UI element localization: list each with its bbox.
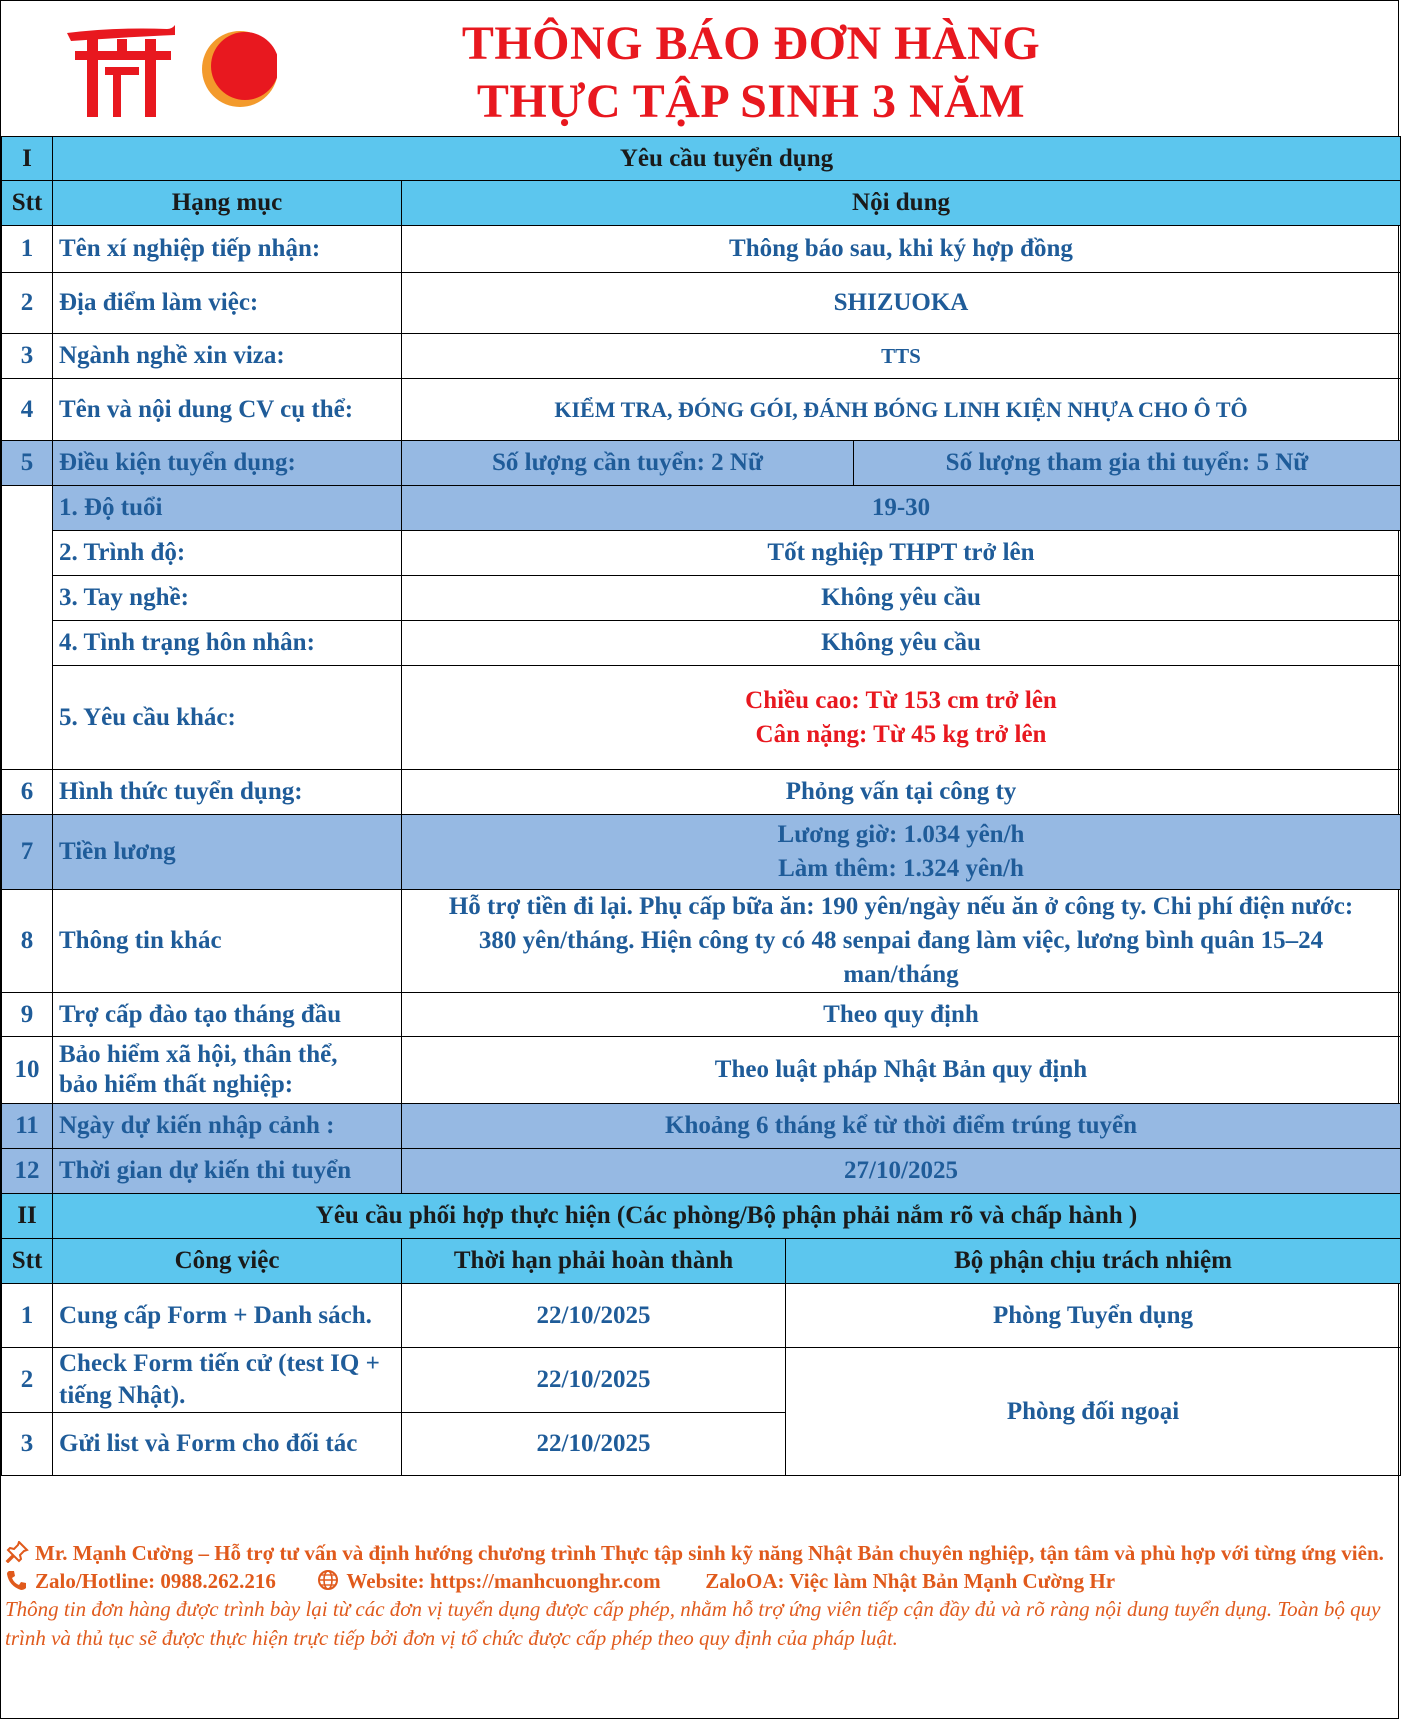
task-name: Check Form tiến cử (test IQ + tiếng Nhật). — [53, 1348, 402, 1413]
salary-value — [402, 815, 1401, 890]
task-stt: 3 — [2, 1413, 53, 1476]
table-row — [2, 379, 1401, 441]
row-value: TTS — [402, 334, 1401, 379]
row-label: Tên xí nghiệp tiếp nhận: — [53, 226, 402, 273]
zalo-oa[interactable]: ZaloOA: Việc làm Nhật Bản Mạnh Cường Hr — [705, 1569, 1116, 1593]
title-line-1: THÔNG BÁO ĐƠN HÀNG — [461, 17, 1041, 70]
weight-requirement: Cân nặng: Từ 45 kg trở lên — [755, 720, 1047, 748]
phone-icon — [5, 1569, 29, 1591]
order-table — [1, 136, 1401, 1476]
condition-item — [2, 576, 1401, 621]
condition-value: Không yêu cầu — [402, 621, 1401, 666]
condition-value: Tốt nghiệp THPT trở lên — [402, 531, 1401, 576]
task-row — [2, 1348, 1401, 1413]
pushpin-icon — [5, 1541, 29, 1563]
salary-row — [2, 815, 1401, 890]
table-row — [2, 1037, 1401, 1104]
torii-sun-logo-icon — [67, 23, 277, 118]
label-line: Bảo hiểm xã hội, thân thể, — [59, 1041, 338, 1068]
condition-value: Không yêu cầu — [402, 576, 1401, 621]
table-row — [2, 1104, 1401, 1149]
row-label: Địa điểm làm việc: — [53, 273, 402, 334]
table-row — [2, 890, 1401, 993]
task-stt: 1 — [2, 1284, 53, 1348]
task-stt: 2 — [2, 1348, 53, 1413]
col-item: Hạng mục — [53, 181, 402, 226]
row-stt: 6 — [2, 770, 53, 815]
row-stt: 11 — [2, 1104, 53, 1149]
row-label: Thời gian dự kiến thi tuyển — [53, 1149, 402, 1194]
footer-disclaimer: Thông tin đơn hàng được trình bày lại từ các đơn vị tuyển dụng được cấp phép, nhằm hỗ trợ ứng viên tiếp cận đầy đủ và rõ ràng nội dung tuyển dụng. Toàn bộ quy trình và thủ tục sẽ được thực hiện trực tiếp bởi đơn vị tổ chức được cấp phép theo quy định của pháp luật. — [5, 1597, 1381, 1650]
condition-label: 3. Tay nghề: — [53, 576, 402, 621]
department-foreign-affairs: Phòng đối ngoại — [786, 1348, 1401, 1476]
label-line: bảo hiểm thất nghiệp: — [59, 1071, 294, 1098]
row-label: Tên và nội dung CV cụ thể: — [53, 379, 402, 441]
title-line-2: THỰC TẬP SINH 3 NĂM — [476, 75, 1026, 128]
section-2-number: II — [2, 1194, 53, 1239]
row-value: 27/10/2025 — [402, 1149, 1401, 1194]
hotline[interactable]: Zalo/Hotline: 0988.262.216 — [35, 1569, 276, 1593]
condition-label: 5. Yêu cầu khác: — [53, 666, 402, 770]
condition-label: 4. Tình trạng hôn nhân: — [53, 621, 402, 666]
section-2-title: Yêu cầu phối hợp thực hiện (Các phòng/Bộ phận phải nắm rõ và chấp hành ) — [53, 1194, 1401, 1239]
condition-item — [2, 531, 1401, 576]
department-recruitment: Phòng Tuyển dụng — [786, 1284, 1401, 1348]
table-row — [2, 226, 1401, 273]
other-requirements — [402, 666, 1401, 770]
condition-value: 19-30 — [402, 486, 1401, 531]
row-value: Theo luật pháp Nhật Bản quy định — [402, 1037, 1401, 1104]
col-department: Bộ phận chịu trách nhiệm — [786, 1239, 1401, 1284]
section-2-column-headers — [2, 1239, 1401, 1284]
overtime-wage: Làm thêm: 1.324 yên/h — [778, 855, 1024, 882]
row-stt: 2 — [2, 273, 53, 334]
condition-item — [2, 621, 1401, 666]
globe-icon — [316, 1569, 340, 1591]
row-value: SHIZUOKA — [402, 273, 1401, 334]
footer — [5, 1539, 1395, 1653]
row-stt: 1 — [2, 226, 53, 273]
row-stt: 10 — [2, 1037, 53, 1104]
row-stt: 4 — [2, 379, 53, 441]
task-deadline: 22/10/2025 — [402, 1413, 786, 1476]
col-task: Công việc — [53, 1239, 402, 1284]
condition-item — [2, 486, 1401, 531]
row-value: Khoảng 6 tháng kể từ thời điểm trúng tuyển — [402, 1104, 1401, 1149]
task-row — [2, 1284, 1401, 1348]
col-stt: Stt — [2, 181, 53, 226]
table-row — [2, 993, 1401, 1037]
row-value: Theo quy định — [402, 993, 1401, 1037]
row-value: Hỗ trợ tiền đi lại. Phụ cấp bữa ăn: 190 yên/ngày nếu ăn ở công ty. Chi phí điện nước: 380 yên/tháng. Hiện công ty có 48 senpai đang làm việc, lương bình quân 15–24 man/tháng — [402, 890, 1401, 993]
row-label: Điều kiện tuyển dụng: — [53, 441, 402, 486]
row-label: Hình thức tuyển dụng: — [53, 770, 402, 815]
website-link[interactable]: Website: https://manhcuonghr.com — [346, 1569, 661, 1593]
row-stt: 3 — [2, 334, 53, 379]
row-stt: 12 — [2, 1149, 53, 1194]
height-requirement: Chiều cao: Từ 153 cm trở lên — [745, 686, 1057, 714]
table-row — [2, 334, 1401, 379]
section-1-column-headers — [2, 181, 1401, 226]
section-1-title: Yêu cầu tuyển dụng — [53, 137, 1401, 181]
needed-count: Số lượng cần tuyển: 2 Nữ — [402, 441, 854, 486]
row-label — [53, 1037, 402, 1104]
header — [1, 1, 1400, 136]
page-title — [331, 15, 1171, 131]
col-deadline: Thời hạn phải hoàn thành — [402, 1239, 786, 1284]
task-deadline: 22/10/2025 — [402, 1348, 786, 1413]
col-content: Nội dung — [402, 181, 1401, 226]
row-value: Phỏng vấn tại công ty — [402, 770, 1401, 815]
row-stt: 9 — [2, 993, 53, 1037]
condition-label: 2. Trình độ: — [53, 531, 402, 576]
task-name: Cung cấp Form + Danh sách. — [53, 1284, 402, 1348]
condition-label: 1. Độ tuổi — [53, 486, 402, 531]
row-label: Thông tin khác — [53, 890, 402, 993]
condition-spacer — [2, 486, 53, 770]
footer-intro-text: Mr. Mạnh Cường – Hỗ trợ tư vấn và định hướng chương trình Thực tập sinh kỹ năng Nhật Bản chuyên nghiệp, tận tâm và phù hợp với từng ứng viên. — [35, 1541, 1384, 1565]
row-value: KIỂM TRA, ĐÓNG GÓI, ĐÁNH BÓNG LINH KIỆN NHỰA CHO Ô TÔ — [402, 379, 1401, 441]
hourly-wage: Lương giờ: 1.034 yên/h — [777, 821, 1025, 848]
footer-contacts — [5, 1567, 1395, 1595]
section-2-header — [2, 1194, 1401, 1239]
row-stt: 7 — [2, 815, 53, 890]
row-stt: 8 — [2, 890, 53, 993]
table-row — [2, 273, 1401, 334]
section-1-number: I — [2, 137, 53, 181]
table-row — [2, 770, 1401, 815]
row-label: Trợ cấp đào tạo tháng đầu — [53, 993, 402, 1037]
row-label: Ngành nghề xin viza: — [53, 334, 402, 379]
row-value: Thông báo sau, khi ký hợp đồng — [402, 226, 1401, 273]
row-stt: 5 — [2, 441, 53, 486]
task-deadline: 22/10/2025 — [402, 1284, 786, 1348]
conditions-row — [2, 441, 1401, 486]
row-label: Ngày dự kiến nhập cảnh : — [53, 1104, 402, 1149]
participant-count: Số lượng tham gia thi tuyển: 5 Nữ — [854, 441, 1401, 486]
task-name: Gửi list và Form cho đối tác — [53, 1413, 402, 1476]
table-row — [2, 1149, 1401, 1194]
col-stt: Stt — [2, 1239, 53, 1284]
condition-item — [2, 666, 1401, 770]
footer-intro — [5, 1539, 1395, 1567]
section-1-header — [2, 137, 1401, 181]
row-label: Tiền lương — [53, 815, 402, 890]
